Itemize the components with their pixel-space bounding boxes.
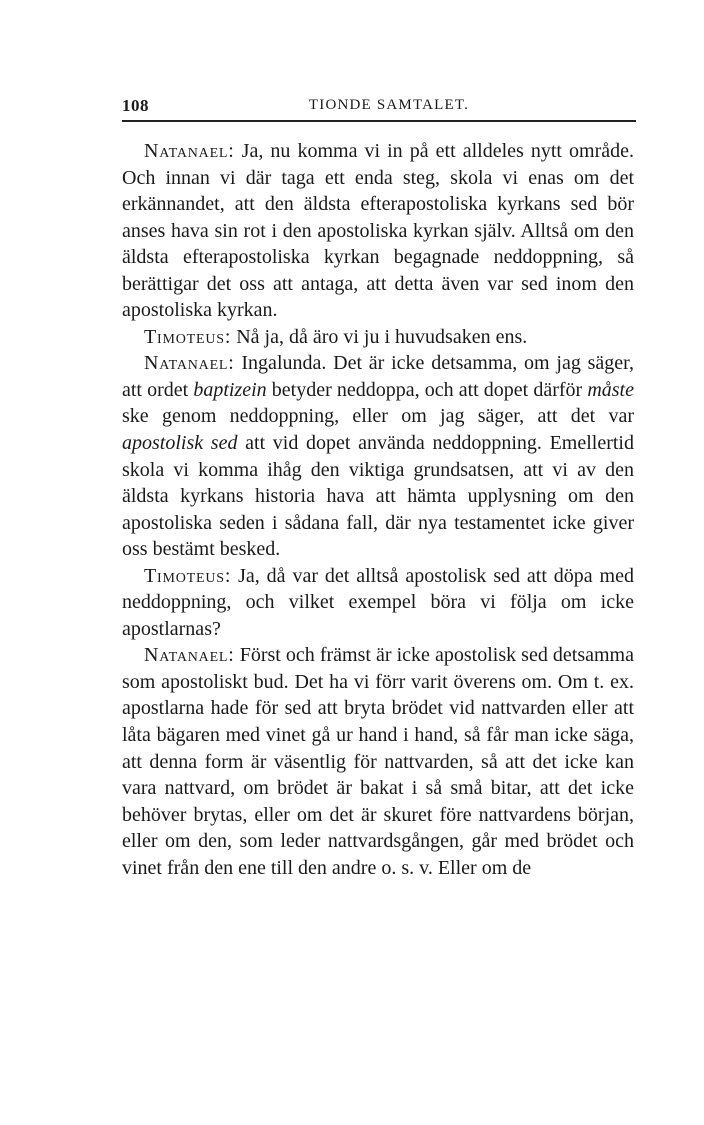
speaker-name: Natanael: [144,352,235,375]
paragraph-text: att vid dopet använda neddoppning. Emellertid skola vi komma ihåg den viktiga grundsatsen, att vi av den äldsta kyrkans historia hava att hämta upplysning om den apostoliska seden i sådana fall, där nya testamentet icke giver oss bestämt besked. [122,432,634,561]
dialogue-paragraph [122,563,634,643]
dialogue-paragraph [122,642,634,881]
dialogue-text [122,138,634,881]
header-rule [122,120,636,122]
paragraph-text: Ja, nu komma vi in på ett alldeles nytt område. Och innan vi där taga ett enda steg, skola vi enas om det erkännandet, att den äldsta efterapostoliska kyrkans sed bör anses hava sin rot i den apostoliska kyrkan själv. Alltså om den äldsta efterapostoliska kyrkan begagnade neddoppning, så berättigar det oss att antaga, att detta även var sed inom den apostoliska kyrkan. [122,140,634,322]
paragraph-text: Först och främst är icke apostolisk sed detsamma som apostoliskt bud. Det ha vi förr varit överens om. Om t. ex. apostlarna hade för sed att bryta brödet vid nattvarden eller att låta bägaren med vinet gå ur hand i hand, så får man icke säga, att denna form är väsentlig för nattvarden, så att det icke kan vara nattvard, om brödet är bakat i så små bitar, att det icke behöver brytas, eller om det är skuret före nattvardens början, eller om den, som leder nattvardsgången, går med brödet och vinet från den ene till den andre o. s. v. Eller om de [122,644,634,879]
paragraph-text: Ja, då var det alltså apostolisk sed att döpa med neddoppning, och vilket exempel böra vi följa om icke apostlarnas? [122,564,634,640]
emphasized-text: baptizein [193,378,267,401]
speaker-name: Timoteus: [144,325,232,348]
speaker-name: Natanael: [144,140,235,162]
page-number: 108 [122,96,149,115]
dialogue-paragraph [122,350,634,562]
running-title: TIONDE SAMTALET. [308,97,470,113]
dialogue-paragraph [122,324,634,351]
page-header [122,96,636,118]
paragraph-text: Ingalunda. Det är icke detsamma, om jag säger, att ordet [122,352,634,401]
emphasized-text: apostolisk sed [122,432,238,455]
paragraph-text: Nå ja, då äro vi ju i huvudsaken ens. [231,325,528,348]
paragraph-text: ske genom neddoppning, eller om jag säger, att det var [122,405,634,428]
emphasized-text: måste [587,378,634,401]
speaker-name: Natanael: [144,644,235,667]
paragraph-text: betyder neddoppa, och att dopet därför [266,378,588,401]
speaker-name: Timoteus: [144,564,232,587]
dialogue-paragraph [122,138,634,324]
